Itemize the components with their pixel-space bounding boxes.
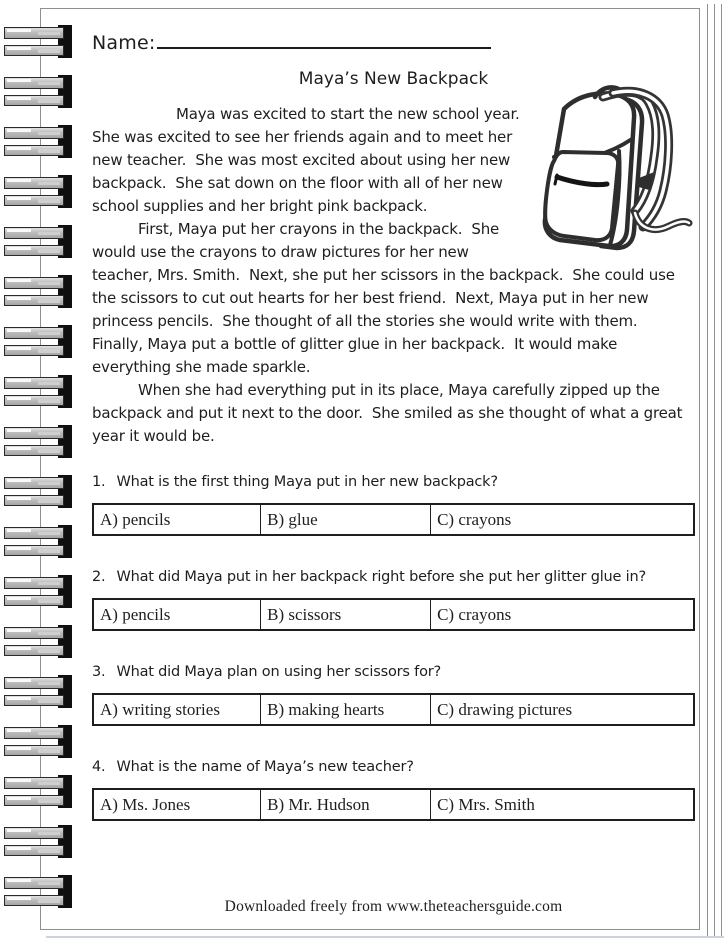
clip-bar xyxy=(4,395,64,407)
clip-bar xyxy=(4,645,64,657)
answer-table-1 xyxy=(92,503,695,536)
story-paragraph-1: Maya was excited to start the new school year. She was excited to see her friends again and to meet her new teacher. She was most excited about using her new backpack. She sat down on the floor with all of her new school supplies and her bright pink backpack. xyxy=(92,105,529,215)
clip-bar xyxy=(4,745,64,757)
clip-bar xyxy=(4,877,64,889)
footer-credit: Downloaded freely from www.theteachersguide.com xyxy=(224,898,563,915)
question-2-number: 2. xyxy=(92,569,106,585)
clip-bar xyxy=(4,577,64,589)
answer-cell-3b[interactable]: B) making hearts xyxy=(261,694,431,725)
clip-bar xyxy=(4,827,64,839)
clip-bar xyxy=(4,527,64,539)
clip-bar xyxy=(4,795,64,807)
clip-bar xyxy=(4,177,64,189)
answer-cell-4c[interactable]: C) Mrs. Smith xyxy=(431,789,694,820)
spiral-binding-clip xyxy=(4,178,72,205)
page-edge-line xyxy=(707,4,708,936)
spiral-binding-clip xyxy=(4,728,72,755)
spiral-binding-clip xyxy=(4,78,72,105)
answer-cell-2c[interactable]: C) crayons xyxy=(431,599,694,630)
answer-table-3 xyxy=(92,693,695,726)
clip-bar xyxy=(4,95,64,107)
question-3-text: What did Maya plan on using her scissors for? xyxy=(116,664,442,680)
answer-table-4 xyxy=(92,788,695,821)
question-1-text: What is the first thing Maya put in her new backpack? xyxy=(116,474,498,490)
clip-bar xyxy=(4,45,64,57)
name-blank-line[interactable] xyxy=(157,28,491,49)
spiral-binding-clip xyxy=(4,828,72,855)
clip-bar xyxy=(4,545,64,557)
spiral-binding-clip xyxy=(4,278,72,305)
clip-bar xyxy=(4,277,64,289)
answer-cell-4b[interactable]: B) Mr. Hudson xyxy=(261,789,431,820)
spiral-binding-clip xyxy=(4,428,72,455)
answer-cell-1a[interactable]: A) pencils xyxy=(93,504,261,535)
table-row xyxy=(93,694,694,725)
clip-bar xyxy=(4,245,64,257)
page-edge-line xyxy=(721,4,722,936)
clip-bar xyxy=(4,127,64,139)
clip-bar xyxy=(4,895,64,907)
question-4-text: What is the name of Maya’s new teacher? xyxy=(116,759,414,775)
clip-bar xyxy=(4,845,64,857)
worksheet-page xyxy=(40,8,700,930)
clip-bar xyxy=(4,495,64,507)
table-row xyxy=(93,504,694,535)
question-2-text: What did Maya put in her backpack right before she put her glitter glue in? xyxy=(116,569,646,585)
clip-bar xyxy=(4,327,64,339)
question-4-number: 4. xyxy=(92,759,106,775)
page-content xyxy=(41,9,699,929)
spiral-binding-clip xyxy=(4,628,72,655)
worksheet-title: Maya’s New Backpack xyxy=(298,69,489,89)
name-row xyxy=(92,28,695,54)
story-paragraph-3: When she had everything put in its place, Maya carefully zipped up the backpack and put it next to the door. She smiled as she thought of what a great year it would be. xyxy=(92,381,687,445)
question-1-number: 1. xyxy=(92,474,106,490)
answer-cell-4a[interactable]: A) Ms. Jones xyxy=(93,789,261,820)
answer-cell-2a[interactable]: A) pencils xyxy=(93,599,261,630)
question-3-number: 3. xyxy=(92,664,106,680)
spiral-binding-clip xyxy=(4,878,72,905)
answer-cell-1b[interactable]: B) glue xyxy=(261,504,431,535)
spiral-binding-clip xyxy=(4,378,72,405)
spiral-binding-clip xyxy=(4,578,72,605)
clip-bar xyxy=(4,295,64,307)
clip-bar xyxy=(4,477,64,489)
question-1 xyxy=(92,474,695,490)
spiral-binding-clip xyxy=(4,128,72,155)
question-3 xyxy=(92,664,695,680)
question-2 xyxy=(92,569,695,585)
clip-bar xyxy=(4,695,64,707)
clip-bar xyxy=(4,377,64,389)
answer-cell-3c[interactable]: C) drawing pictures xyxy=(431,694,694,725)
answer-cell-1c[interactable]: C) crayons xyxy=(431,504,694,535)
spiral-binding-clip xyxy=(4,528,72,555)
clip-bar xyxy=(4,145,64,157)
name-label: Name: xyxy=(92,32,156,54)
answer-table-2 xyxy=(92,598,695,631)
backpack-illustration xyxy=(537,89,699,255)
backpack-icon xyxy=(537,89,699,255)
clip-bar xyxy=(4,27,64,39)
spiral-binding-clip xyxy=(4,228,72,255)
clip-bar xyxy=(4,595,64,607)
clip-bar xyxy=(4,627,64,639)
story xyxy=(92,103,695,448)
clip-bar xyxy=(4,345,64,357)
clip-bar xyxy=(4,677,64,689)
spiral-binding-clip xyxy=(4,678,72,705)
table-row xyxy=(93,789,694,820)
spiral-binding-clip xyxy=(4,778,72,805)
spiral-binding-clip xyxy=(4,28,72,55)
page-bottom-shadow xyxy=(46,936,724,938)
clip-bar xyxy=(4,227,64,239)
spiral-binding xyxy=(4,28,72,905)
spiral-binding-clip xyxy=(4,328,72,355)
table-row xyxy=(93,599,694,630)
question-4 xyxy=(92,759,695,775)
clip-bar xyxy=(4,445,64,457)
clip-bar xyxy=(4,195,64,207)
clip-bar xyxy=(4,77,64,89)
answer-cell-2b[interactable]: B) scissors xyxy=(261,599,431,630)
spiral-binding-clip xyxy=(4,478,72,505)
page-edge-line xyxy=(714,4,715,936)
clip-bar xyxy=(4,727,64,739)
story-paragraph-2: First, Maya put her crayons in the backpack. She would use the crayons to draw pictures for her new teacher, Mrs. Smith. Next, she put her scissors in the backpack. She could use the scissors to cut out hearts for her best friend. Next, Maya put in her new princess pencils. She thought of all the stories she would write with them. Finally, Maya put a bottle of glitter glue in her backpack. It would make everything she made sparkle. xyxy=(92,220,680,376)
answer-cell-3a[interactable]: A) writing stories xyxy=(93,694,261,725)
clip-bar xyxy=(4,427,64,439)
clip-bar xyxy=(4,777,64,789)
